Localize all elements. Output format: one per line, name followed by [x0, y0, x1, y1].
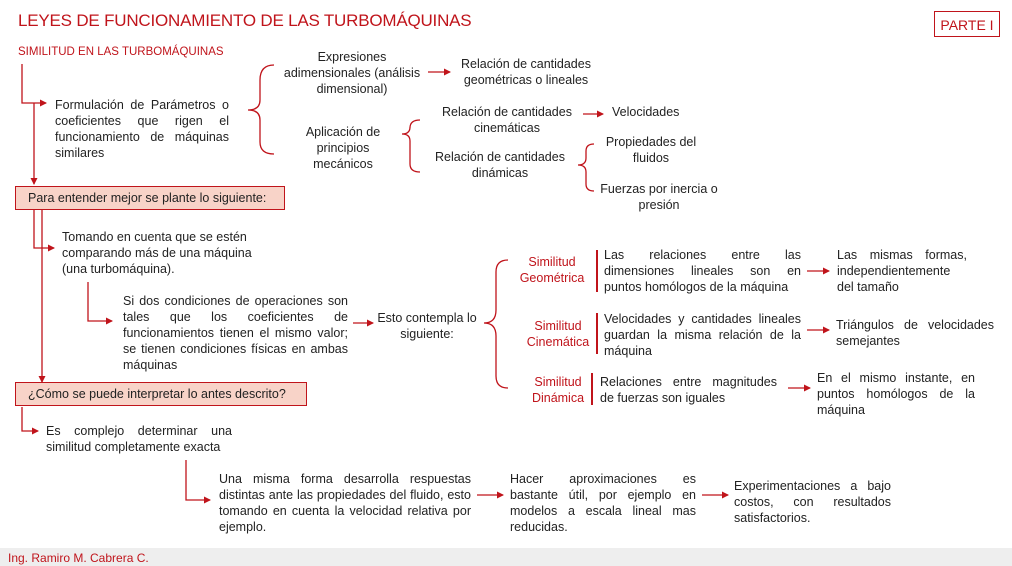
part-badge: PARTE I: [934, 11, 1000, 37]
tomando-text: Tomando en cuenta que se estén comparando más de una máquina (una turbomáquina).: [62, 230, 252, 276]
aplicacion-text: Aplicación de principios mecánicos: [305, 125, 381, 171]
complejo-text: Es complejo determinar una similitud completamente exacta: [46, 424, 232, 454]
page-title: LEYES DE FUNCIONAMIENTO DE LAS TURBOMÁQUINAS: [18, 11, 472, 30]
expresiones-text: Expresiones adimensionales (análisis dimensional): [283, 50, 421, 96]
section1-box: Para entender mejor se plante lo siguiente:: [15, 186, 285, 210]
similitud-cinematica-text: Velocidades y cantidades lineales guardan la misma relación de la máquina: [604, 312, 801, 358]
propiedades-text: Propiedades del fluidos: [605, 135, 697, 165]
similitud-dinamica-label: Similitud Dinámica: [531, 375, 585, 405]
formulacion-text: Formulación de Parámetros o coeficientes que rigen el funcionamiento de máquinas similares: [55, 98, 229, 160]
similitud-geometrica-result: Las mismas formas, independientemente del tamaño: [837, 248, 967, 294]
section2-box: ¿Cómo se puede interpretar lo antes descrito?: [15, 382, 307, 406]
relacion-dinamicas-text: Relación de cantidades dinámicas: [435, 150, 565, 180]
section-subtitle: SIMILITUD EN LAS TURBOMÁQUINAS: [18, 46, 224, 58]
similitud-geometrica-label: Similitud Geométrica: [519, 255, 585, 285]
similitud-cinematica-label: Similitud Cinemática: [526, 319, 590, 349]
footer-author: Ing. Ramiro M. Cabrera C.: [8, 551, 149, 565]
velocidades-text: Velocidades: [612, 105, 680, 119]
similitud-dinamica-text: Relaciones entre magnitudes de fuerzas son iguales: [600, 375, 777, 405]
relacion-geometricas-text: Relación de cantidades geométricas o lineales: [461, 57, 591, 87]
similitud-geometrica-text: Las relaciones entre las dimensiones lineales son en puntos homólogos de la máquina: [604, 248, 801, 294]
aproximaciones-text: Hacer aproximaciones es bastante útil, por ejemplo en modelos a escala lineal mas reducidas.: [510, 472, 696, 534]
contempla-text: Esto contempla lo siguiente:: [377, 311, 477, 341]
condiciones-text: Si dos condiciones de operaciones son tales que los coeficientes de funcionamientos tienen el mismo valor; se tienen condiciones físicas en ambas máquinas: [123, 294, 348, 372]
similitud-dinamica-result: En el mismo instante, en puntos homólogos de la máquina: [817, 371, 975, 417]
experimentaciones-text: Experimentaciones a bajo costos, con resultados satisfactorios.: [734, 479, 891, 525]
forma-text: Una misma forma desarrolla respuestas distintas ante las propiedades del fluido, esto tomando en cuenta la velocidad relativa por ejemplo.: [219, 472, 471, 534]
footer-bar: [0, 548, 1012, 566]
similitud-cinematica-result: Triángulos de velocidades semejantes: [836, 318, 994, 348]
fuerzas-text: Fuerzas por inercia o presión: [600, 182, 718, 212]
relacion-cinematicas-text: Relación de cantidades cinemáticas: [442, 105, 572, 135]
